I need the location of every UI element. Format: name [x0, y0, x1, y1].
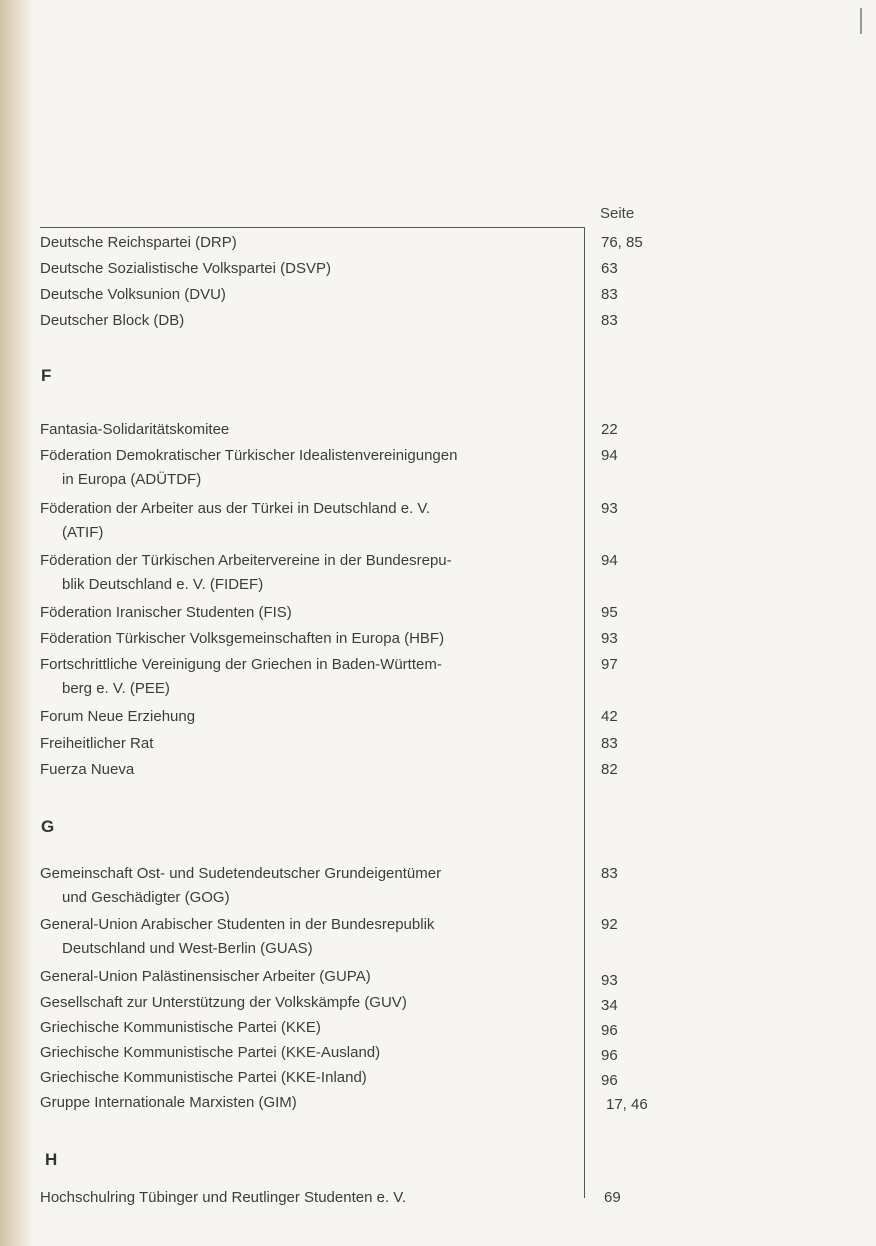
index-entry	[40, 1091, 580, 1115]
index-entry	[40, 1066, 580, 1090]
index-entry	[40, 862, 580, 910]
entry-page-number: 83	[601, 865, 618, 882]
entry-line: General-Union Palästinensischer Arbeiter (GUPA)	[40, 968, 371, 985]
entry-line: Griechische Kommunistische Partei (KKE)	[40, 1019, 321, 1036]
entry-line: Föderation der Arbeiter aus der Türkei in Deutschland e. V.	[40, 500, 431, 517]
entry-page-number: 83	[601, 312, 618, 329]
table-top-rule	[40, 227, 584, 228]
entry-line: Deutsche Reichspartei (DRP)	[40, 234, 237, 251]
entry-page-number: 94	[601, 447, 618, 464]
index-entry	[40, 1041, 580, 1065]
entry-page-number: 97	[601, 656, 618, 673]
entry-line: Forum Neue Erziehung	[40, 708, 196, 725]
entry-line: Fantasia-Solidaritätskomitee	[40, 421, 230, 438]
entry-line: Griechische Kommunistische Partei (KKE-Ausland)	[40, 1044, 381, 1061]
index-entry	[40, 1186, 580, 1210]
entry-page-number: 83	[601, 735, 618, 752]
entry-line-continued: und Geschädigter (GOG)	[62, 889, 230, 906]
section-letter: G	[41, 817, 55, 836]
section-letter: F	[41, 366, 52, 385]
entry-page-number: 92	[601, 916, 618, 933]
table-column-rule	[584, 227, 585, 1198]
entry-page-number: 94	[601, 552, 618, 569]
page-binding-shadow	[0, 0, 34, 1246]
index-entry	[40, 653, 580, 701]
index-entry	[40, 231, 580, 255]
index-entry	[40, 965, 580, 989]
entry-line: Deutsche Volksunion (DVU)	[40, 286, 226, 303]
entry-page-number: 42	[601, 708, 618, 725]
entry-line: Gemeinschaft Ost- und Sudetendeutscher Grundeigentümer	[40, 865, 442, 882]
entry-page-number: 93	[601, 972, 618, 989]
section-letter: H	[45, 1150, 58, 1169]
entry-page-number: 82	[601, 761, 618, 778]
entry-line: Fuerza Nueva	[40, 761, 135, 778]
index-entry	[40, 497, 580, 545]
index-entry	[40, 732, 580, 756]
entry-line: Föderation Iranischer Studenten (FIS)	[40, 604, 292, 621]
entry-line: General-Union Arabischer Studenten in der Bundesrepublik	[40, 916, 435, 933]
entry-line: Deutsche Sozialistische Volkspartei (DSVP)	[40, 260, 331, 277]
entry-line: Deutscher Block (DB)	[40, 312, 185, 329]
index-entry	[40, 913, 580, 961]
entry-line: Fortschrittliche Vereinigung der Griechen in Baden-Württem-	[40, 656, 442, 673]
entry-page-number: 95	[601, 604, 618, 621]
entry-line: Gruppe Internationale Marxisten (GIM)	[40, 1094, 297, 1111]
entry-line-continued: berg e. V. (PEE)	[62, 680, 170, 697]
index-entry	[40, 444, 580, 492]
index-entry	[40, 758, 580, 782]
entry-page-number: 93	[601, 630, 618, 647]
entry-page-number: 83	[601, 286, 618, 303]
entry-page-number: 93	[601, 500, 618, 517]
index-entry	[40, 601, 580, 625]
index-entry	[40, 627, 580, 651]
index-entry	[40, 1016, 580, 1040]
entry-page-number: 96	[601, 1047, 618, 1064]
entry-line-continued: Deutschland und West-Berlin (GUAS)	[62, 940, 313, 957]
entry-page-number: 76, 85	[601, 234, 643, 251]
entry-page-number: 63	[601, 260, 618, 277]
entry-line: Föderation der Türkischen Arbeitervereine in der Bundesrepu-	[40, 552, 452, 569]
entry-line-continued: in Europa (ADÜTDF)	[62, 471, 202, 488]
entry-page-number: 17, 46	[606, 1096, 648, 1113]
entry-page-number: 22	[601, 421, 618, 438]
index-entry	[40, 418, 580, 442]
entry-line: Griechische Kommunistische Partei (KKE-Inland)	[40, 1069, 367, 1086]
index-entry	[40, 309, 580, 333]
entry-page-number: 96	[601, 1072, 618, 1089]
index-entry	[40, 283, 580, 307]
entry-line: Freiheitlicher Rat	[40, 735, 154, 752]
entry-line-continued: blik Deutschland e. V. (FIDEF)	[62, 576, 264, 593]
index-entry	[40, 991, 580, 1015]
page-column-header: Seite	[600, 205, 635, 222]
entry-line-continued: (ATIF)	[62, 524, 104, 541]
index-entry	[40, 705, 580, 729]
entry-page-number: 96	[601, 1022, 618, 1039]
entry-line: Föderation Demokratischer Türkischer Idealistenvereinigungen	[40, 447, 458, 464]
index-entry	[40, 257, 580, 281]
page-edge-mark	[860, 8, 862, 34]
entry-page-number: 34	[601, 997, 618, 1014]
entry-page-number: 69	[604, 1189, 621, 1206]
entry-line: Hochschulring Tübinger und Reutlinger Studenten e. V.	[40, 1189, 407, 1206]
index-entry	[40, 549, 580, 597]
entry-line: Gesellschaft zur Unterstützung der Volkskämpfe (GUV)	[40, 994, 407, 1011]
entry-line: Föderation Türkischer Volksgemeinschaften in Europa (HBF)	[40, 630, 445, 647]
